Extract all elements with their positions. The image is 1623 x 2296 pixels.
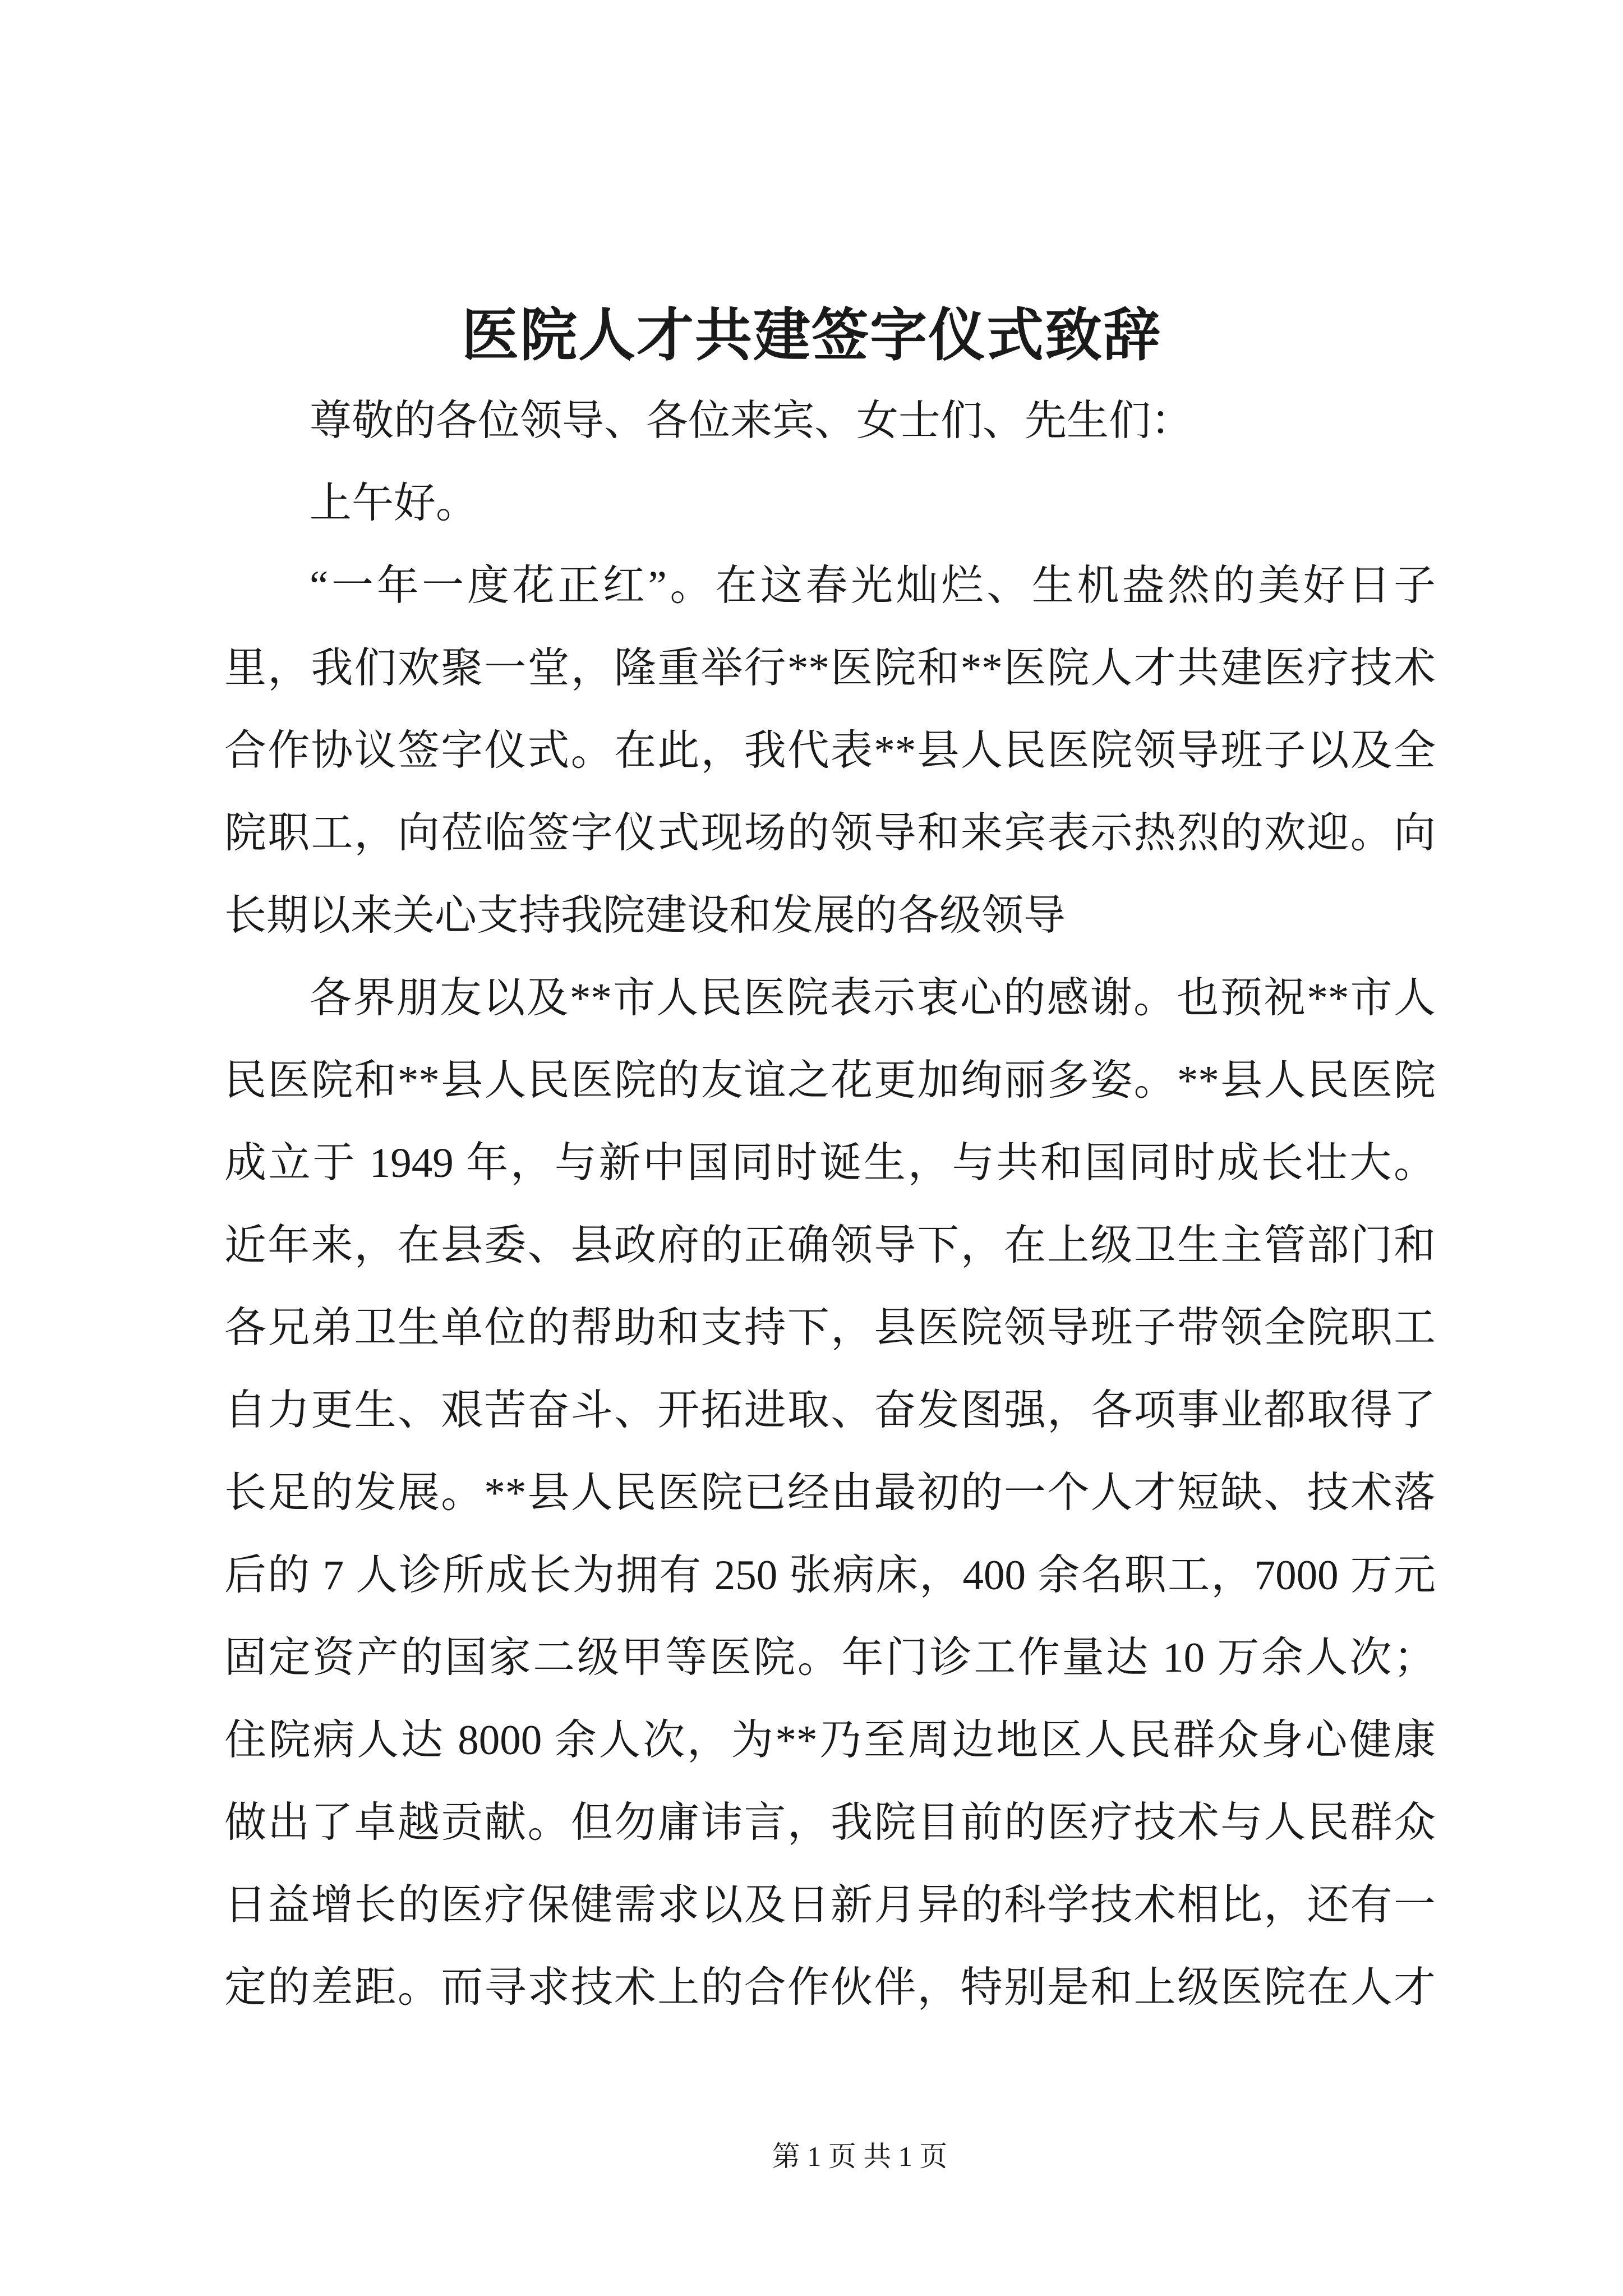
body-line: 上午好。 [310, 480, 478, 527]
body-line: 自力更生、艰苦奋斗、开拓进取、奋发图强，各项事业都取得了 [224, 1387, 1436, 1434]
body-line: 合作协议签字仪式。在此，我代表**县人民医院领导班子以及全 [224, 728, 1436, 774]
paragraph-salutation [224, 380, 1436, 462]
body-line: 民医院和**县人民医院的友谊之花更加绚丽多姿。**县人民医院 [224, 1057, 1436, 1104]
body-line: 做出了卓越贡献。但勿庸讳言，我院目前的医疗技术与人民群众 [224, 1800, 1436, 1846]
document-title: 医院人才共建签字仪式致辞 [462, 305, 1161, 368]
body-line: 长期以来关心支持我院建设和发展的各级领导 [224, 892, 1066, 939]
paragraph-welcome [224, 545, 1436, 957]
page-footer: 第 1 页 共 1 页 [772, 2141, 948, 2172]
body-line: 固定资产的国家二级甲等医院。年门诊工作量达 10 万余人次； [224, 1635, 1436, 1681]
body-line: 里，我们欢聚一堂，隆重举行**医院和**医院人才共建医疗技术 [224, 645, 1436, 692]
document-body [224, 380, 1436, 2029]
body-line: 近年来，在县委、县政府的正确领导下，在上级卫生主管部门和 [224, 1222, 1436, 1269]
body-line: 各界朋友以及**市人民医院表示衷心的感谢。也预祝**市人 [310, 975, 1436, 1022]
body-line: 住院病人达 8000 余人次，为**乃至周边地区人民群众身心健康 [224, 1717, 1436, 1764]
paragraph-hospital-history [224, 957, 1436, 2029]
body-line: 定的差距。而寻求技术上的合作伙伴，特别是和上级医院在人才 [224, 1964, 1436, 2011]
body-line: 院职工，向莅临签字仪式现场的领导和来宾表示热烈的欢迎。向 [224, 810, 1436, 857]
body-line: 各兄弟卫生单位的帮助和支持下，县医院领导班子带领全院职工 [224, 1305, 1436, 1351]
body-line: 日益增长的医疗保健需求以及日新月异的科学技术相比，还有一 [224, 1882, 1436, 1929]
body-line: 后的 7 人诊所成长为拥有 250 张病床，400 余名职工，7000 万元 [224, 1552, 1436, 1599]
body-line: “一年一度花正红”。在这春光灿烂、生机盎然的美好日子 [310, 563, 1436, 609]
body-line: 成立于 1949 年，与新中国同时诞生，与共和国同时成长壮大。 [224, 1140, 1436, 1186]
paragraph-greeting [224, 462, 1436, 545]
body-line: 尊敬的各位领导、各位来宾、女士们、先生们： [310, 398, 1193, 444]
body-line: 长足的发展。**县人民医院已经由最初的一个人才短缺、技术落 [224, 1470, 1436, 1516]
